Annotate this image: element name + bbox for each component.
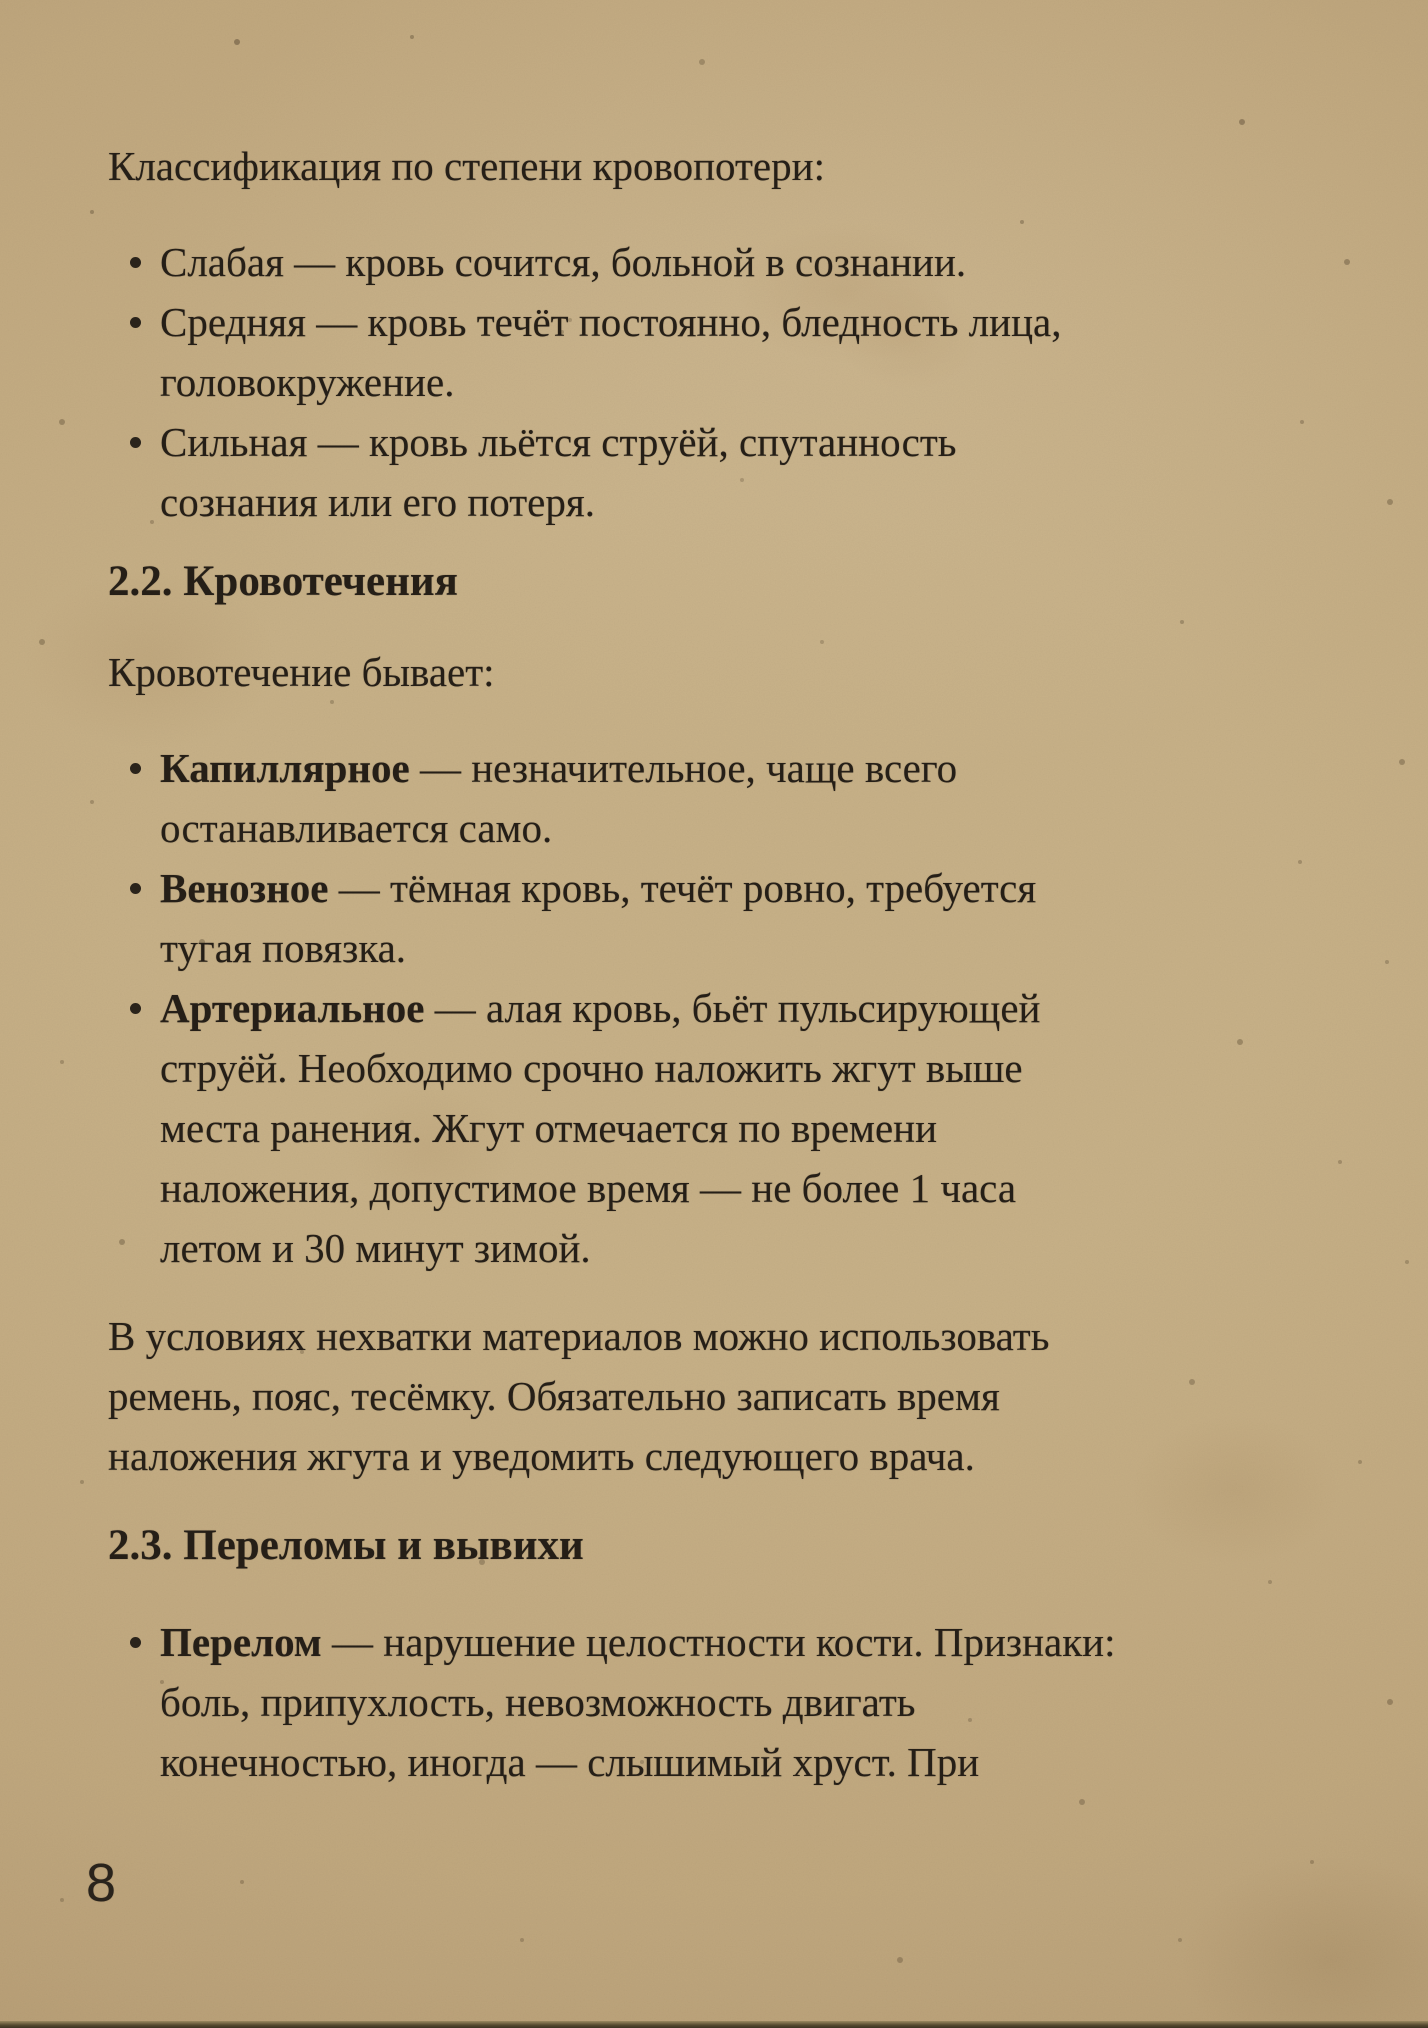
text-line: наложения, допустимое время — не более 1 часа: [160, 1165, 1017, 1211]
bleeding-lead-line: Кровотечение бывает:: [108, 649, 495, 695]
text-line: [160, 858, 1358, 918]
term-rest: — незначительное, чаще всего: [409, 745, 958, 791]
bullet-icon: [130, 257, 141, 268]
text-line: струёй. Необходимо срочно наложить жгут выше: [160, 1045, 1023, 1091]
bullet-icon: [130, 763, 141, 774]
page-bottom-edge: [0, 2021, 1428, 2028]
list-item: [108, 292, 1358, 412]
term-arterial: Артериальное: [160, 985, 425, 1031]
term-rest: — алая кровь, бьёт пульсирующей: [424, 985, 1041, 1031]
text-line: Сильная — кровь льётся струёй, спутанность: [160, 419, 957, 465]
section-heading-2-3: 2.3. Переломы и вывихи: [108, 1522, 584, 1569]
severity-list: [108, 232, 1358, 532]
text-line: [160, 738, 1358, 798]
text-line: В условиях нехватки материалов можно использовать: [108, 1313, 1050, 1359]
text-line: [160, 978, 1358, 1038]
list-item: [108, 1612, 1358, 1792]
tourniquet-paragraph: [108, 1306, 1358, 1486]
bullet-icon: [130, 1003, 141, 1014]
text-line: головокружение.: [160, 359, 455, 405]
text-line: летом и 30 минут зимой.: [160, 1225, 591, 1271]
list-item: [108, 858, 1358, 978]
bullet-icon: [130, 437, 141, 448]
text-line: ремень, пояс, тесёмку. Обязательно записать время: [108, 1373, 1000, 1419]
term-venous: Венозное: [160, 865, 329, 911]
text-line: места ранения. Жгут отмечается по времени: [160, 1105, 938, 1151]
list-item: [108, 232, 1358, 292]
text-line: наложения жгута и уведомить следующего врача.: [108, 1433, 975, 1479]
term-rest: — нарушение целостности кости. Признаки:: [321, 1619, 1116, 1665]
text-line: тугая повязка.: [160, 925, 407, 971]
bullet-icon: [130, 883, 141, 894]
section-heading-2-2: 2.2. Кровотечения: [108, 558, 458, 605]
text-line: Средняя — кровь течёт постоянно, бледность лица,: [160, 299, 1062, 345]
bullet-icon: [130, 317, 141, 328]
fracture-list: [108, 1612, 1358, 1792]
list-item: [108, 738, 1358, 858]
page-text-column: [108, 136, 1358, 1792]
text-line: боль, припухлость, невозможность двигать: [160, 1679, 916, 1725]
term-fracture: Перелом: [160, 1619, 322, 1665]
intro-title: Классификация по степени кровопотери:: [108, 143, 825, 189]
text-line: [160, 1612, 1358, 1672]
list-item: [108, 412, 1358, 532]
text-line: конечностью, иногда — слышимый хруст. При: [160, 1739, 980, 1785]
bullet-icon: [130, 1637, 141, 1648]
text-line: останавливается само.: [160, 805, 553, 851]
term-rest: — тёмная кровь, течёт ровно, требуется: [328, 865, 1037, 911]
bleeding-types-list: [108, 738, 1358, 1278]
list-item: [108, 978, 1358, 1278]
text-line: Слабая — кровь сочится, больной в сознании.: [160, 239, 967, 285]
page-number: 8: [86, 1853, 117, 1913]
term-capillary: Капиллярное: [160, 745, 410, 791]
text-line: сознания или его потеря.: [160, 479, 595, 525]
